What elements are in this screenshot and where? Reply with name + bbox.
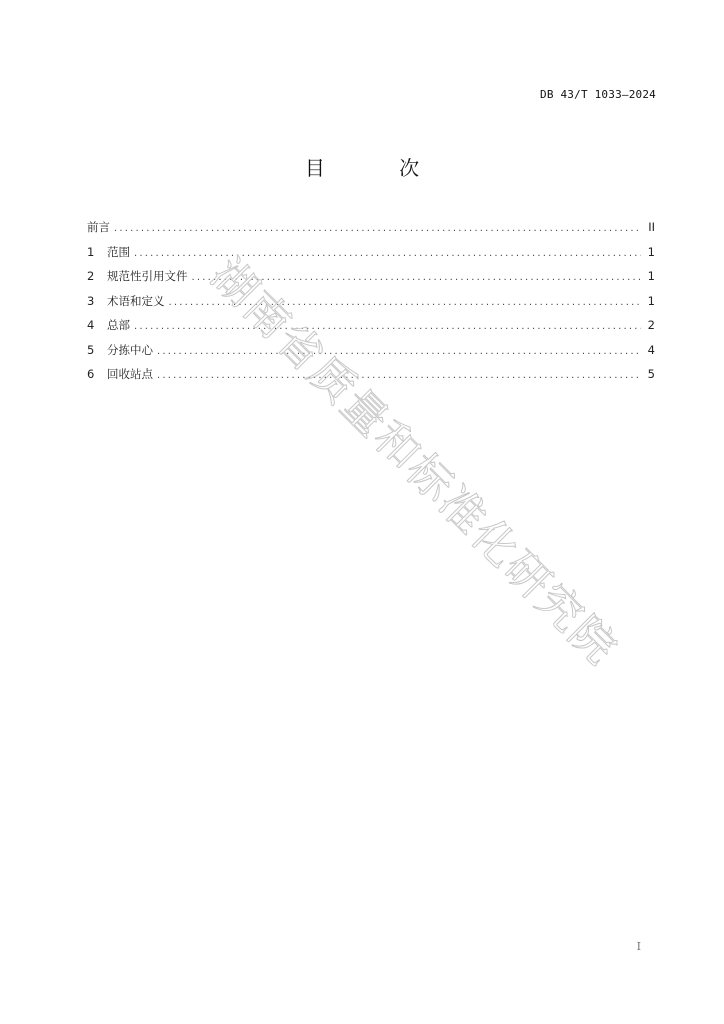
toc-entry-number: 6: [87, 367, 95, 381]
toc-entry-page: II: [648, 220, 655, 234]
toc-entry-page: 5: [647, 367, 655, 381]
page-number: I: [636, 940, 641, 953]
toc-dot-leader: [192, 272, 642, 283]
watermark: 湖南省质量和标准化研究院: [200, 249, 628, 676]
toc-entry-label: 回收站点: [107, 367, 153, 381]
toc-entry-number: 3: [87, 293, 95, 308]
toc-entry-page: 1: [647, 269, 655, 283]
toc-entry-recycling-station[interactable]: [87, 366, 655, 391]
toc-entry-label: 分拣中心: [107, 342, 153, 357]
toc-entry-terms-definitions[interactable]: [87, 293, 655, 318]
toc-dot-leader: [134, 321, 641, 332]
toc-list: [87, 219, 655, 391]
toc-entry-page: 1: [647, 244, 655, 259]
toc-entry-headquarters[interactable]: [87, 317, 655, 342]
toc-entry-number: 5: [87, 342, 95, 357]
toc-title: 目 次: [304, 156, 454, 180]
toc-entry-foreword[interactable]: [87, 219, 655, 244]
document-code: DB 43/T 1033—2024: [540, 88, 656, 101]
toc-entry-label: 规范性引用文件: [107, 269, 188, 283]
toc-entry-page: 4: [647, 342, 655, 357]
toc-dot-leader: [134, 248, 641, 259]
toc-entry-page: 1: [647, 293, 655, 308]
toc-entry-scope[interactable]: [87, 244, 655, 269]
toc-entry-label: 术语和定义: [107, 293, 165, 308]
toc-entry-number: 2: [87, 269, 95, 283]
toc-dot-leader: [114, 223, 641, 234]
toc-entry-label: 范围: [107, 244, 130, 259]
toc-entry-normative-references[interactable]: [87, 268, 655, 293]
toc-entry-number: 4: [87, 318, 95, 332]
toc-dot-leader: [169, 297, 642, 308]
toc-entry-sorting-center[interactable]: [87, 342, 655, 367]
toc-entry-label: 总部: [107, 318, 130, 332]
toc-entry-page: 2: [647, 318, 655, 332]
toc-entry-number: 1: [87, 244, 95, 259]
toc-dot-leader: [157, 346, 641, 357]
toc-entry-label: 前言: [87, 220, 110, 234]
toc-dot-leader: [157, 370, 641, 381]
